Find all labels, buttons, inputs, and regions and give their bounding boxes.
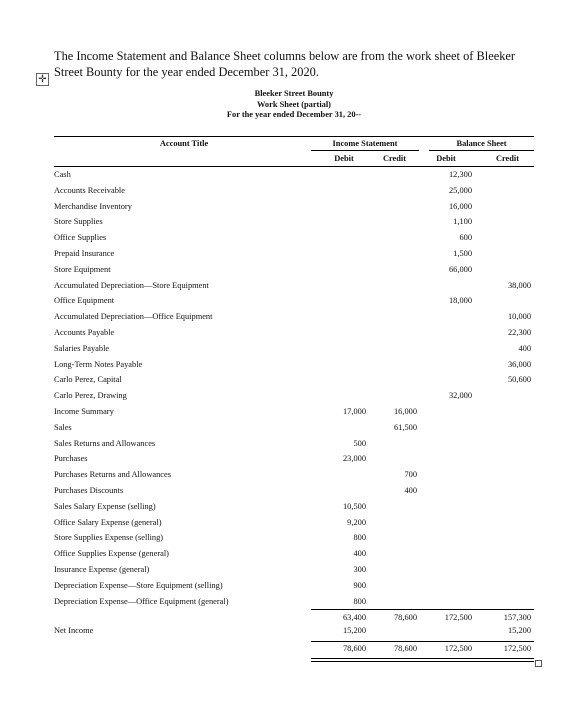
balance-credit-cell: 400 <box>518 343 531 353</box>
table-row <box>54 391 534 407</box>
balance-debit-cell: 66,000 <box>448 264 472 274</box>
account-name: Accounts Payable <box>54 328 115 337</box>
income-debit-total: 15,200 <box>342 626 366 635</box>
account-name: Insurance Expense (general) <box>54 565 150 574</box>
balance-debit-cell: 25,000 <box>448 185 472 195</box>
account-name: Sales Salary Expense (selling) <box>54 501 156 511</box>
account-name: Office Supplies <box>54 233 107 243</box>
income-debit-cell: 10,500 <box>342 501 366 511</box>
table-row <box>54 202 534 218</box>
balance-credit-total: 15,200 <box>507 626 531 635</box>
table-row <box>54 407 534 423</box>
account-name: Prepaid Insurance <box>54 249 115 258</box>
balance-debit-cell: 1,500 <box>453 249 472 258</box>
account-name: Carlo Perez, Drawing <box>54 391 127 401</box>
table-row <box>54 312 534 328</box>
table-row <box>54 233 534 249</box>
account-name: Store Supplies <box>54 217 103 227</box>
table-row <box>54 186 534 202</box>
balance-debit-total: 172,500 <box>444 613 472 622</box>
table-row <box>54 454 534 470</box>
problem-line-1: The Income Statement and Balance Sheet columns below are from the work sheet of Bleeker <box>54 49 516 63</box>
account-name: Sales <box>54 422 72 432</box>
balance-debit-cell: 32,000 <box>448 391 472 401</box>
account-name: Salaries Payable <box>54 343 110 353</box>
table-row <box>54 423 534 439</box>
is-debit-header: Debit <box>334 154 354 163</box>
worksheet-table <box>54 136 534 661</box>
income-debit-cell: 800 <box>353 596 366 606</box>
income-debit-cell: 300 <box>353 565 366 574</box>
header-bottom-rule <box>54 166 534 167</box>
account-name: Carlo Perez, Capital <box>54 375 122 385</box>
balance-credit-cell: 50,600 <box>507 375 531 385</box>
problem-line-2: Street Bounty for the year ended December 31, 2020. <box>54 65 319 79</box>
balance-debit-cell: 16,000 <box>448 201 472 211</box>
balance-debit-cell: 1,100 <box>453 217 472 227</box>
income-credit-cell: 61,500 <box>393 422 417 432</box>
account-name: Accumulated Depreciation—Office Equipment <box>54 312 213 322</box>
top-rule <box>54 136 534 137</box>
income-debit-total: 63,400 <box>342 613 366 622</box>
table-row <box>54 533 534 549</box>
table-row <box>54 470 534 486</box>
final-totals-rule <box>311 641 534 642</box>
totals-row <box>54 626 534 642</box>
account-name: Cash <box>54 170 71 179</box>
income-debit-cell: 23,000 <box>342 454 366 464</box>
income-credit-cell: 16,000 <box>393 407 417 416</box>
totals-label: Net Income <box>54 626 94 635</box>
table-row <box>54 597 534 613</box>
balance-credit-cell: 22,300 <box>507 328 531 337</box>
income-debit-cell: 9,200 <box>347 517 366 527</box>
table-row <box>54 565 534 581</box>
bs-debit-header: Debit <box>436 154 456 163</box>
balance-sheet-header: Balance Sheet <box>456 139 507 148</box>
account-name: Accounts Receivable <box>54 185 125 195</box>
income-statement-header: Income Statement <box>332 139 398 148</box>
balance-credit-cell: 38,000 <box>507 280 531 290</box>
income-credit-total: 78,600 <box>393 644 417 653</box>
account-name: Accumulated Depreciation—Store Equipment <box>54 280 209 290</box>
double-underline-top <box>311 658 534 659</box>
table-row <box>54 344 534 360</box>
totals-rule <box>311 609 534 610</box>
table-row <box>54 296 534 312</box>
table-row <box>54 281 534 297</box>
is-credit-header: Credit <box>382 154 407 163</box>
account-name: Purchases <box>54 454 88 464</box>
account-name: Office Supplies Expense (general) <box>54 549 169 559</box>
balance-credit-cell: 36,000 <box>507 359 531 369</box>
table-row <box>54 217 534 233</box>
income-credit-cell: 700 <box>404 470 417 480</box>
table-row <box>54 549 534 565</box>
table-row <box>54 265 534 281</box>
income-debit-total: 78,600 <box>342 644 366 653</box>
balance-debit-total: 172,500 <box>444 644 472 653</box>
account-name: Purchases Discounts <box>54 486 124 495</box>
worksheet-header <box>54 89 534 121</box>
account-name: Merchandise Inventory <box>54 201 132 211</box>
income-debit-cell: 400 <box>353 549 366 559</box>
table-row <box>54 581 534 597</box>
account-name: Store Equipment <box>54 264 111 274</box>
worksheet-title: Work Sheet (partial) <box>257 99 331 109</box>
bs-credit-header: Credit <box>495 154 520 163</box>
income-debit-cell: 17,000 <box>342 407 366 416</box>
balance-credit-total: 172,500 <box>503 644 531 653</box>
resize-handle-icon[interactable] <box>535 660 542 667</box>
account-name: Office Salary Expense (general) <box>54 517 162 527</box>
table-row <box>54 439 534 455</box>
account-name: Store Supplies Expense (selling) <box>54 533 164 543</box>
balance-credit-total: 157,300 <box>503 613 531 622</box>
company-name: Bleeker Street Bounty <box>254 89 334 98</box>
balance-debit-cell: 600 <box>459 233 472 243</box>
balance-sheet-rule <box>429 150 534 151</box>
table-row <box>54 518 534 534</box>
double-underline-bottom <box>311 661 534 662</box>
balance-debit-cell: 18,000 <box>448 296 472 306</box>
balance-credit-cell: 10,000 <box>507 312 531 322</box>
income-credit-cell: 400 <box>404 486 417 495</box>
account-name: Income Summary <box>54 407 114 416</box>
income-debit-cell: 500 <box>353 438 366 448</box>
account-name: Depreciation Expense—Office Equipment (general) <box>54 596 229 606</box>
balance-debit-cell: 12,300 <box>448 170 472 179</box>
income-debit-cell: 800 <box>353 533 366 543</box>
table-row <box>54 170 534 186</box>
account-title-header: Account Title <box>159 139 209 148</box>
income-statement-rule <box>311 150 419 151</box>
table-row <box>54 486 534 502</box>
income-credit-total: 78,600 <box>393 613 417 622</box>
table-row <box>54 360 534 376</box>
problem-statement <box>54 48 524 80</box>
worksheet-period: For the year ended December 31, 20-- <box>226 110 362 119</box>
account-name: Office Equipment <box>54 296 115 306</box>
table-row <box>54 249 534 265</box>
account-name: Purchases Returns and Allowances <box>54 470 171 480</box>
account-name: Depreciation Expense—Store Equipment (selling) <box>54 580 223 590</box>
table-row <box>54 328 534 344</box>
account-name: Long-Term Notes Payable <box>54 359 143 369</box>
table-row <box>54 502 534 518</box>
account-name: Sales Returns and Allowances <box>54 438 156 448</box>
income-debit-cell: 900 <box>353 580 366 590</box>
move-handle-icon[interactable]: ✛ <box>36 73 49 86</box>
table-row <box>54 375 534 391</box>
